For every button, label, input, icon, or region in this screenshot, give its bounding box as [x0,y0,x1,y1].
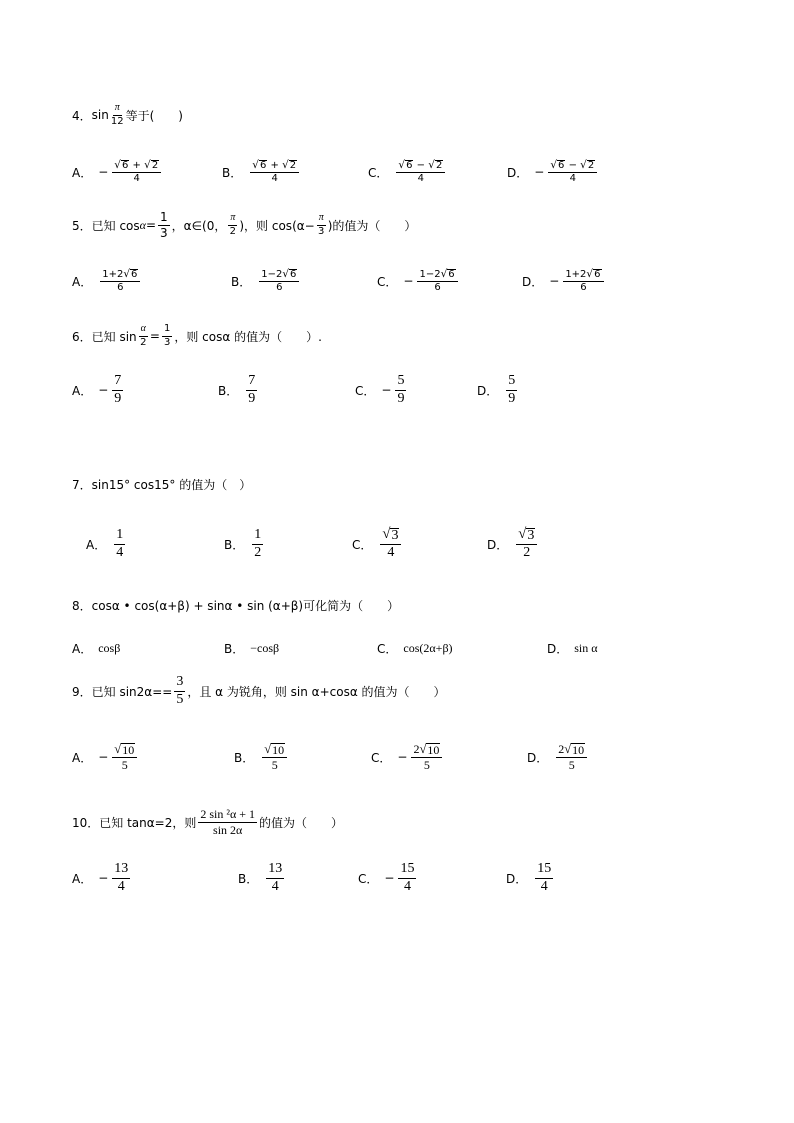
option-c[interactable]: C． √ 6 − √ 2 4 [368,150,447,194]
question-7-stem: 7． sin15° cos15° 的值为（ ） [72,477,252,492]
option-b[interactable]: B． −cosβ [224,640,280,656]
question-8 [0,583,794,627]
option-a[interactable]: A． − √ 10 5 [72,735,139,779]
option-b[interactable]: B． $\frac{13}{4}$ [238,860,283,894]
option-d[interactable]: D． sin α [547,640,598,656]
option-b[interactable]: B． $\frac{1}{2}$ [224,526,262,560]
question-8-stem: 8． cosα • cos(α+β) + sinα • sin (α+β)可化简为（ ） [72,598,400,613]
option-d[interactable]: D． − √ 6 − √ 2 4 [507,150,599,194]
question-number: 9． [72,684,92,699]
question-9 [0,669,794,713]
option-d[interactable]: D． √ 3 2 [487,522,539,566]
option-c[interactable]: C． − 1−2 √ 6 6 [377,259,460,303]
option-a[interactable]: A． 1+2 √ 6 6 [72,259,142,303]
question-5 [0,203,794,247]
option-a[interactable]: A． − $\frac{7}{9}$ [72,372,122,406]
question-number: 10． [72,815,100,830]
question-4-stem: 4． sin $\frac{\pi}{12}$ 等于( ) [72,102,183,127]
question-9-stem: 9． 已知 sin2α== $\frac{3}{5}$ ，且 α 为锐角，则 sin α+cosα 的值为（ ） [72,673,446,707]
option-c[interactable]: C． √ 3 4 [352,522,403,566]
option-a[interactable]: A． cosβ [72,640,121,656]
option-c[interactable]: C． − $\frac{5}{9}$ [355,372,405,406]
question-9-options [0,735,794,779]
question-10-stem: 10． 已知 tanα=2，则 $\frac{\text{2 sin ²α + 1}}{\sin 2\alpha}$ 的值为（ ） [72,806,344,837]
option-b[interactable]: B． √ 6 + √ 2 4 [222,150,301,194]
question-number: 4． [72,108,92,123]
question-10-options [0,856,794,900]
question-5-options [0,259,794,303]
option-b[interactable]: B． √ 10 5 [234,735,289,779]
option-c[interactable]: C． − 2 √ 10 5 [371,735,444,779]
question-5-stem: 5． 已知 cos α = $\frac{1}{3}$ ，α∈(0， $\frac{\pi}{2}$ )，则 cos(α− $\frac{\pi}{3}$ )的值为（ ） [72,209,417,240]
option-a[interactable]: A． $\frac{1}{4}$ [86,526,124,560]
question-4 [0,93,794,137]
question-6-stem: 6． 已知 sin $\frac{\alpha}{2}$ = $\frac{1}{3}$ ，则 cosα 的值为（ ）. [72,323,322,348]
option-d[interactable]: D． 2 √ 10 5 [527,735,589,779]
question-6 [0,314,794,358]
fraction: $\frac{\pi}{12}$ [110,102,124,127]
option-b[interactable]: B． $\frac{7}{9}$ [218,372,256,406]
option-d[interactable]: D． $\frac{5}{9}$ [477,372,516,406]
question-10 [0,800,794,844]
question-number: 5． [72,218,92,233]
question-8-options [0,626,794,670]
question-4-options [0,150,794,194]
question-number: 8． [72,598,92,613]
question-number: 6． [72,329,92,344]
option-a[interactable]: A． − √ 6 + √ 2 4 [72,150,163,194]
question-7 [0,462,794,506]
option-d[interactable]: D． $\frac{15}{4}$ [506,860,552,894]
question-number: 7． [72,477,92,492]
question-7-options [0,522,794,566]
question-6-options [0,368,794,412]
option-b[interactable]: B． 1−2 √ 6 6 [231,259,301,303]
option-c[interactable]: C． − $\frac{15}{4}$ [358,860,415,894]
option-c[interactable]: C． cos(2α+β) [377,640,453,656]
option-d[interactable]: D． − 1+2 √ 6 6 [522,259,606,303]
option-a[interactable]: A． − $\frac{13}{4}$ [72,860,129,894]
